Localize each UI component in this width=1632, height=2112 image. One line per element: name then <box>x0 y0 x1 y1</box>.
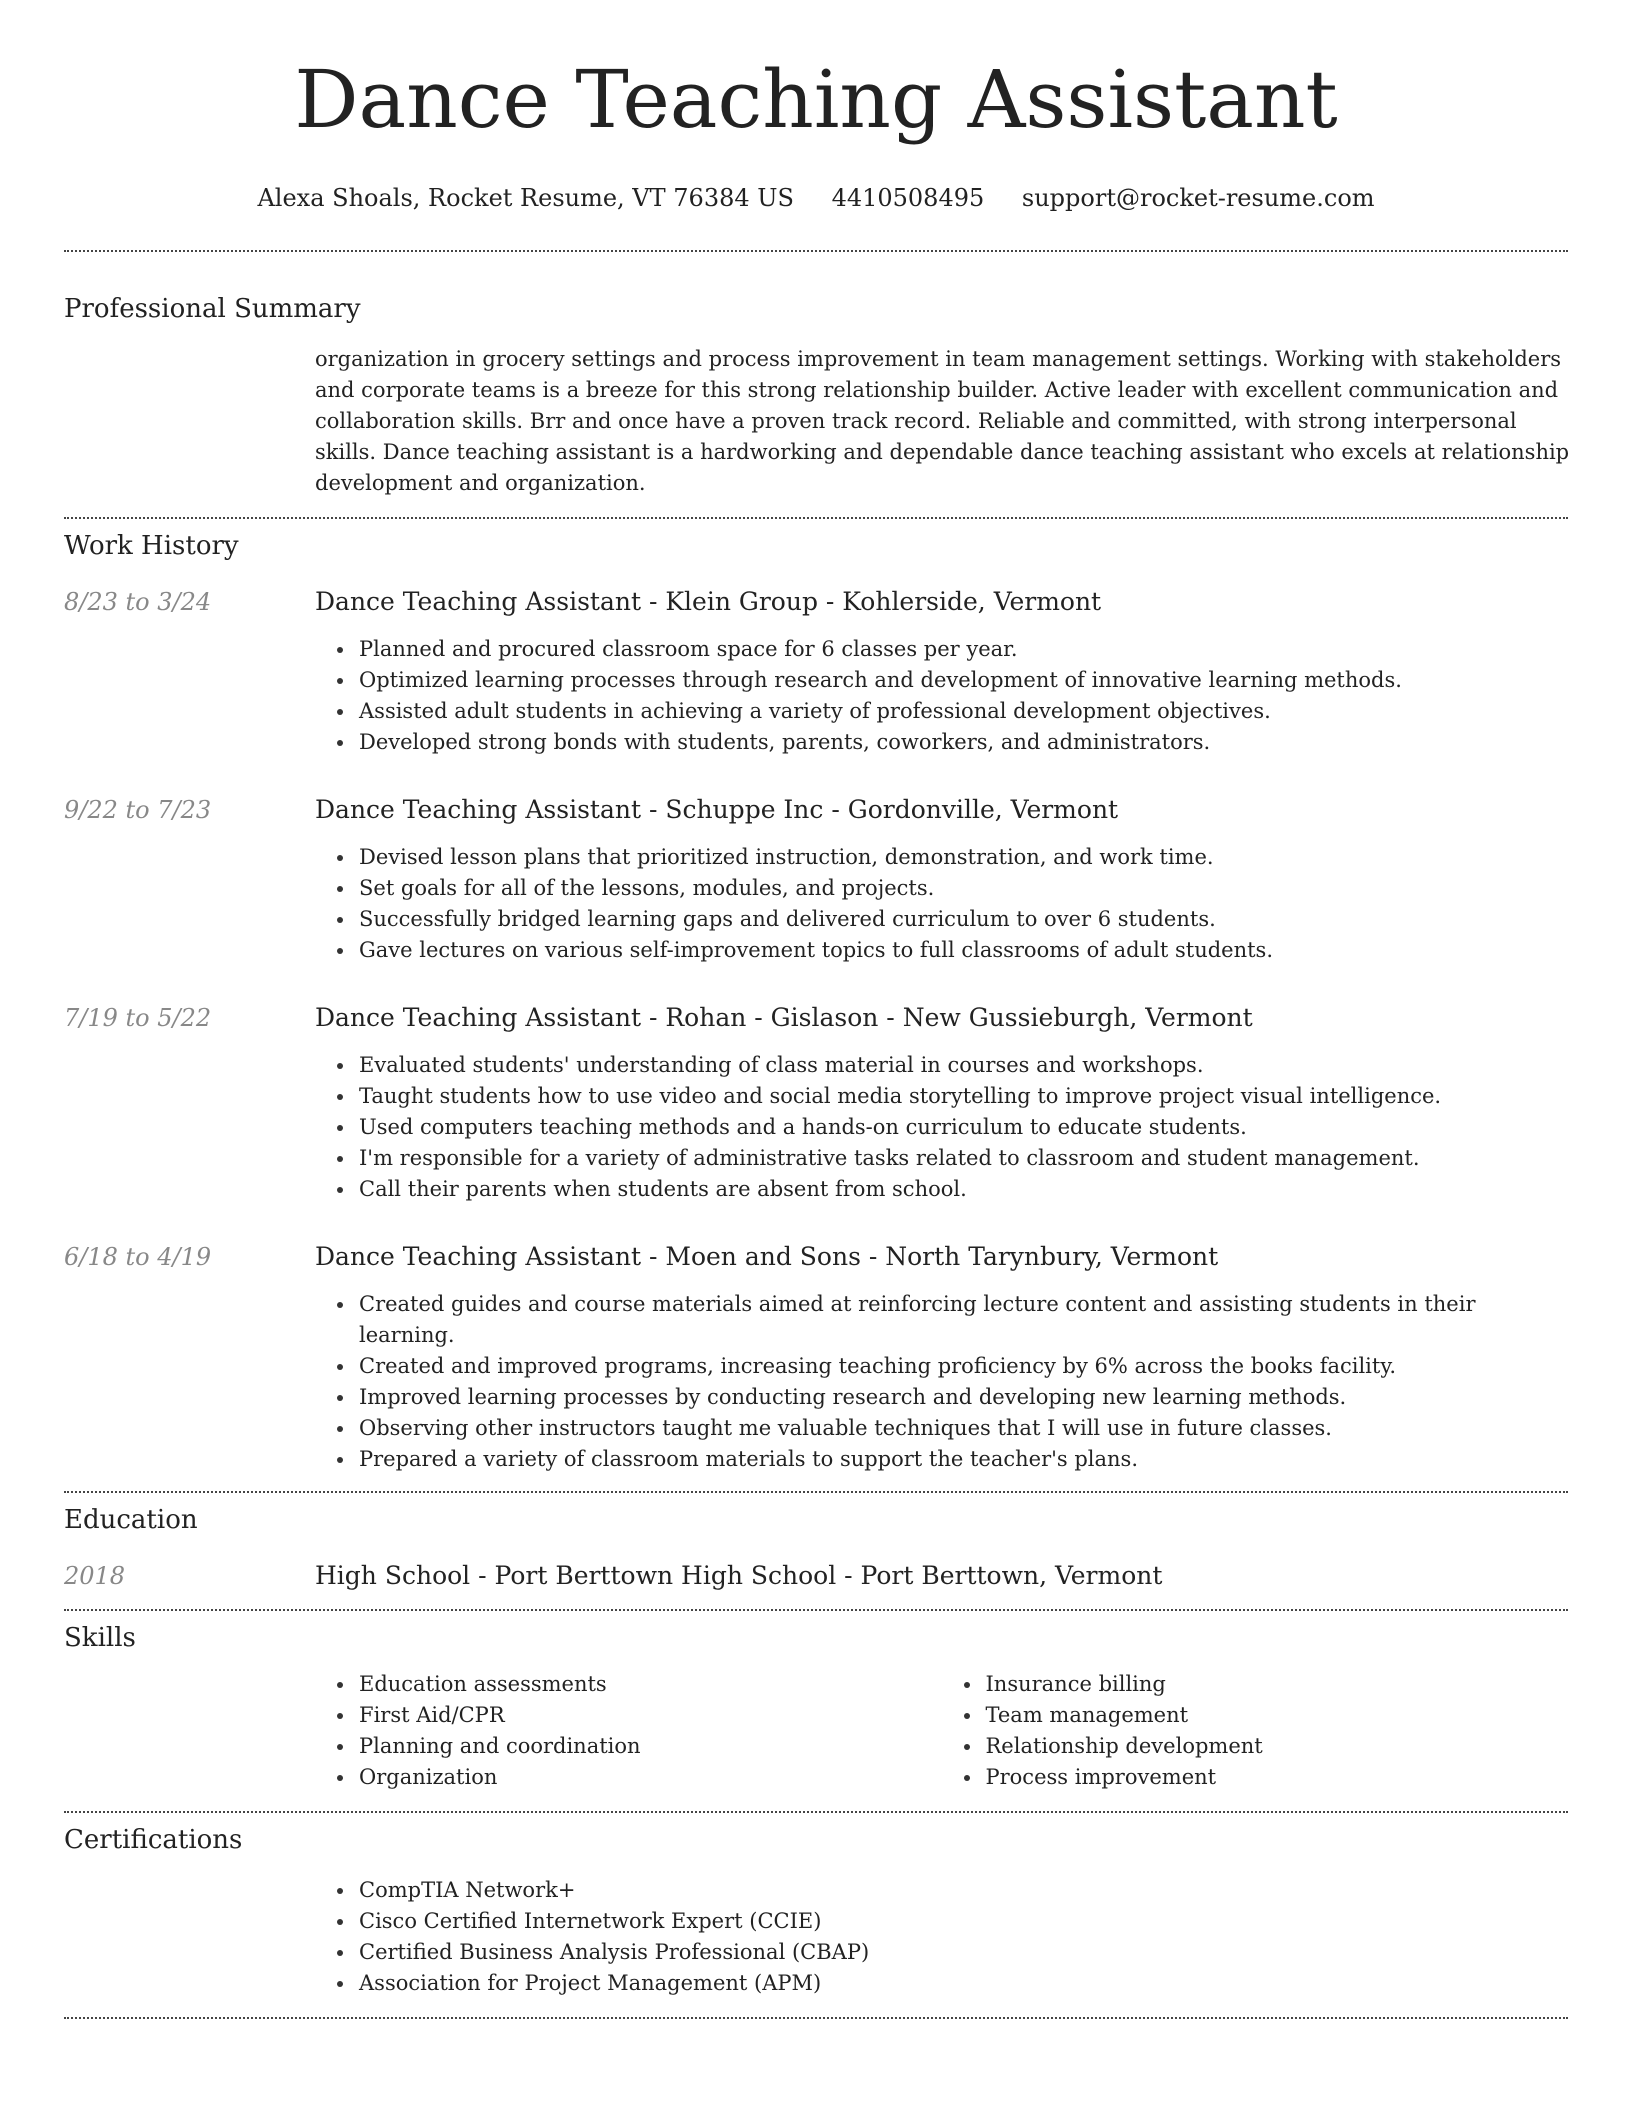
divider <box>64 250 1568 252</box>
list-item: Optimized learning processes through research and development of innovative learning methods. <box>359 665 1568 696</box>
skills-list-left <box>315 1669 942 1793</box>
summary-text: organization in grocery settings and process improvement in team management settings. Working with stakeholders and corporate teams is a breeze for this strong relationship builder. Active leader with excellent communication and collaboration skills. Brr and once have a proven track record. Reliable and committed, with strong interpersonal skills. Dance teaching assistant is a hardworking and dependable dance teaching assistant who excels at relationship development and organization. <box>315 347 1570 495</box>
skills-list-right <box>942 1669 1569 1793</box>
list-item: CompTIA Network+ <box>359 1875 1568 1906</box>
job-bullets <box>315 1050 1568 1205</box>
job-entry <box>64 795 1568 966</box>
list-item: Planning and coordination <box>359 1731 942 1762</box>
resume-page <box>64 0 1568 2019</box>
list-item: Successfully bridged learning gaps and delivered curriculum to over 6 students. <box>359 904 1568 935</box>
list-item: Certified Business Analysis Professional (CBAP) <box>359 1937 1568 1968</box>
list-item: First Aid/CPR <box>359 1700 942 1731</box>
list-item: Assisted adult students in achieving a variety of professional development objectives. <box>359 696 1568 727</box>
list-item: I'm responsible for a variety of administrative tasks related to classroom and student management. <box>359 1143 1568 1174</box>
list-item: Association for Project Management (APM) <box>359 1968 1568 1999</box>
education-title: High School - Port Berttown High School - Port Berttown, Vermont <box>315 1561 1163 1590</box>
job-entry <box>64 1003 1568 1205</box>
list-item: Created guides and course materials aimed at reinforcing lecture content and assisting students in their learning. <box>359 1289 1568 1351</box>
list-item: Organization <box>359 1762 942 1793</box>
certifications-section <box>64 1825 1568 1999</box>
list-item: Process improvement <box>986 1762 1569 1793</box>
job-bullets <box>315 634 1568 758</box>
work-history-section <box>64 531 1568 1475</box>
job-title: Dance Teaching Assistant - Rohan - Gislason - New Gussieburgh, Vermont <box>315 1003 1253 1032</box>
list-item: Planned and procured classroom space for 6 classes per year. <box>359 634 1568 665</box>
list-item: Improved learning processes by conducting research and developing new learning methods. <box>359 1382 1568 1413</box>
job-entry <box>64 1242 1568 1475</box>
list-item: Prepared a variety of classroom materials to support the teacher's plans. <box>359 1444 1568 1475</box>
job-dates: 9/22 to 7/23 <box>64 796 212 824</box>
list-item: Relationship development <box>986 1731 1569 1762</box>
contact-email: support@rocket-resume.com <box>1021 184 1375 212</box>
job-dates: 8/23 to 3/24 <box>64 588 212 616</box>
skills-grid <box>315 1669 1568 1793</box>
list-item: Team management <box>986 1700 1569 1731</box>
list-item: Taught students how to use video and social media storytelling to improve project visual intelligence. <box>359 1081 1568 1112</box>
list-item: Used computers teaching methods and a hands-on curriculum to educate students. <box>359 1112 1568 1143</box>
list-item: Created and improved programs, increasing teaching proficiency by 6% across the books facility. <box>359 1351 1568 1382</box>
skills-heading: Skills <box>64 1623 136 1653</box>
certifications-list <box>315 1875 1568 1999</box>
divider <box>64 1609 1568 1611</box>
contact-line <box>64 184 1568 212</box>
education-year: 2018 <box>64 1562 126 1590</box>
list-item: Education assessments <box>359 1669 942 1700</box>
skills-section <box>64 1623 1568 1793</box>
resume-title: Dance Teaching Assistant <box>294 53 1338 146</box>
job-dates: 6/18 to 4/19 <box>64 1243 212 1271</box>
list-item: Call their parents when students are absent from school. <box>359 1174 1568 1205</box>
list-item: Gave lectures on various self-improvement topics to full classrooms of adult students. <box>359 935 1568 966</box>
job-bullets <box>315 842 1568 966</box>
summary-section <box>64 294 1568 499</box>
job-entry <box>64 587 1568 758</box>
list-item: Insurance billing <box>986 1669 1569 1700</box>
education-heading: Education <box>64 1505 198 1535</box>
job-title: Dance Teaching Assistant - Klein Group - Kohlerside, Vermont <box>315 587 1102 616</box>
list-item: Developed strong bonds with students, parents, coworkers, and administrators. <box>359 727 1568 758</box>
job-title: Dance Teaching Assistant - Schuppe Inc - Gordonville, Vermont <box>315 795 1119 824</box>
job-bullets <box>315 1289 1568 1475</box>
list-item: Cisco Certified Internetwork Expert (CCIE) <box>359 1906 1568 1937</box>
list-item: Set goals for all of the lessons, modules, and projects. <box>359 873 1568 904</box>
summary-heading: Professional Summary <box>64 294 361 324</box>
job-dates: 7/19 to 5/22 <box>64 1004 212 1032</box>
certifications-heading: Certifications <box>64 1825 243 1855</box>
education-section <box>64 1505 1568 1591</box>
divider <box>64 1491 1568 1493</box>
contact-address: Alexa Shoals, Rocket Resume, VT 76384 US <box>257 184 794 212</box>
divider <box>64 2017 1568 2019</box>
list-item: Observing other instructors taught me valuable techniques that I will use in future classes. <box>359 1413 1568 1444</box>
list-item: Evaluated students' understanding of class material in courses and workshops. <box>359 1050 1568 1081</box>
divider <box>64 517 1568 519</box>
job-title: Dance Teaching Assistant - Moen and Sons - North Tarynbury, Vermont <box>315 1242 1219 1271</box>
work-history-heading: Work History <box>64 531 239 561</box>
divider <box>64 1811 1568 1813</box>
list-item: Devised lesson plans that prioritized instruction, demonstration, and work time. <box>359 842 1568 873</box>
contact-phone: 4410508495 <box>831 184 985 212</box>
education-entry <box>64 1561 1568 1591</box>
